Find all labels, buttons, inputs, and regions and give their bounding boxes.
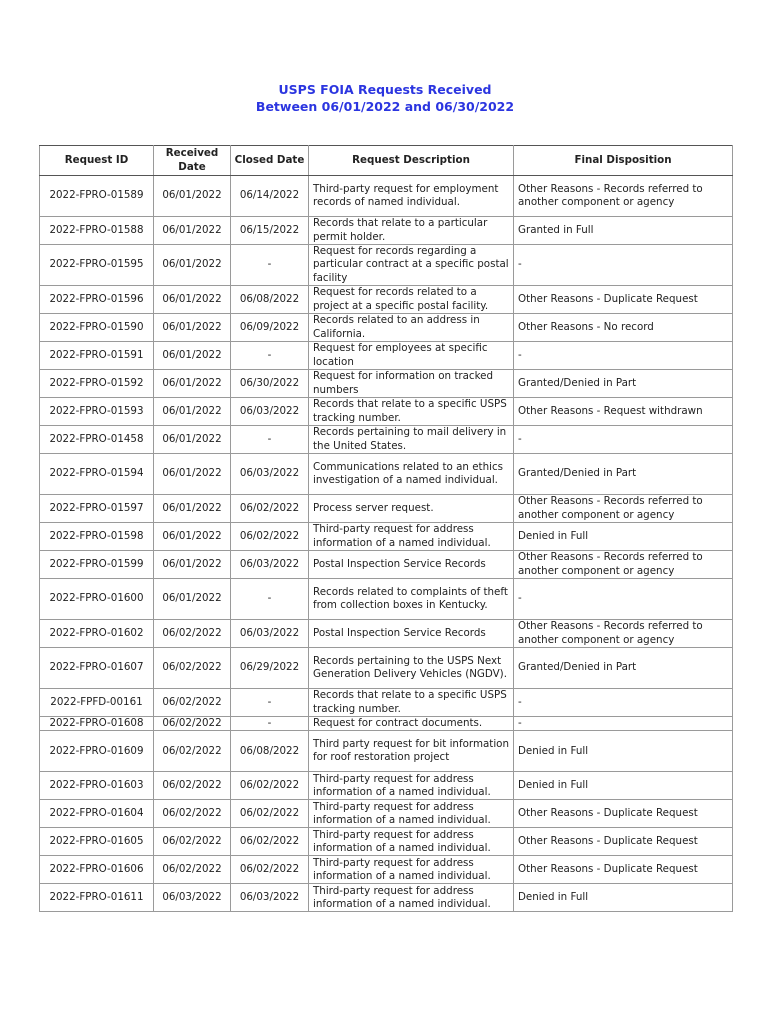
cell-received-date: 06/01/2022	[154, 176, 231, 217]
cell-request-id: 2022-FPRO-01589	[40, 176, 154, 217]
document-title	[0, 81, 770, 115]
cell-closed-date: 06/02/2022	[231, 772, 309, 800]
cell-final-disposition: Denied in Full	[514, 523, 733, 551]
cell-request-id: 2022-FPRO-01605	[40, 828, 154, 856]
cell-request-id: 2022-FPRO-01603	[40, 772, 154, 800]
cell-final-disposition: Granted/Denied in Part	[514, 370, 733, 398]
cell-request-id: 2022-FPRO-01611	[40, 884, 154, 912]
cell-received-date: 06/02/2022	[154, 689, 231, 717]
cell-received-date: 06/01/2022	[154, 370, 231, 398]
table-row	[40, 856, 733, 884]
cell-request-id: 2022-FPRO-01595	[40, 245, 154, 286]
cell-request-description: Request for records regarding a particular contract at a specific postal facility	[309, 245, 514, 286]
cell-closed-date: 06/15/2022	[231, 217, 309, 245]
title-line-2: Between 06/01/2022 and 06/30/2022	[255, 99, 515, 114]
cell-closed-date: 06/03/2022	[231, 551, 309, 579]
cell-request-id: 2022-FPRO-01598	[40, 523, 154, 551]
cell-request-description: Request for information on tracked numbers	[309, 370, 514, 398]
cell-request-id: 2022-FPRO-01600	[40, 579, 154, 620]
cell-request-id: 2022-FPFD-00161	[40, 689, 154, 717]
cell-received-date: 06/01/2022	[154, 523, 231, 551]
cell-received-date: 06/01/2022	[154, 454, 231, 495]
cell-received-date: 06/01/2022	[154, 495, 231, 523]
cell-request-id: 2022-FPRO-01588	[40, 217, 154, 245]
cell-received-date: 06/01/2022	[154, 551, 231, 579]
cell-request-description: Request for employees at specific location	[309, 342, 514, 370]
cell-final-disposition: Granted/Denied in Part	[514, 454, 733, 495]
cell-request-id: 2022-FPRO-01609	[40, 731, 154, 772]
cell-final-disposition: Other Reasons - Records referred to another component or agency	[514, 176, 733, 217]
header-final-disposition: Final Disposition	[514, 146, 733, 176]
cell-request-description: Process server request.	[309, 495, 514, 523]
cell-closed-date: 06/08/2022	[231, 286, 309, 314]
cell-request-id: 2022-FPRO-01597	[40, 495, 154, 523]
cell-final-disposition: Denied in Full	[514, 772, 733, 800]
cell-closed-date: 06/03/2022	[231, 620, 309, 648]
cell-final-disposition: Other Reasons - Records referred to another component or agency	[514, 620, 733, 648]
cell-request-description: Third-party request for address information of a named individual.	[309, 884, 514, 912]
cell-final-disposition: -	[514, 689, 733, 717]
cell-request-description: Request for contract documents.	[309, 717, 514, 731]
cell-closed-date: -	[231, 717, 309, 731]
table-row	[40, 342, 733, 370]
table-row	[40, 800, 733, 828]
table-row	[40, 495, 733, 523]
cell-request-id: 2022-FPRO-01604	[40, 800, 154, 828]
cell-closed-date: 06/03/2022	[231, 884, 309, 912]
cell-final-disposition: -	[514, 245, 733, 286]
cell-received-date: 06/01/2022	[154, 286, 231, 314]
cell-received-date: 06/02/2022	[154, 648, 231, 689]
table-row	[40, 828, 733, 856]
cell-closed-date: -	[231, 342, 309, 370]
cell-final-disposition: Denied in Full	[514, 731, 733, 772]
cell-request-description: Records pertaining to mail delivery in the United States.	[309, 426, 514, 454]
cell-request-description: Third-party request for address information of a named individual.	[309, 772, 514, 800]
table-row	[40, 286, 733, 314]
cell-request-description: Records that relate to a specific USPS tracking number.	[309, 689, 514, 717]
cell-request-id: 2022-FPRO-01608	[40, 717, 154, 731]
cell-request-id: 2022-FPRO-01458	[40, 426, 154, 454]
table-row	[40, 717, 733, 731]
title-line-1: USPS FOIA Requests Received	[278, 82, 492, 97]
cell-final-disposition: Other Reasons - Request withdrawn	[514, 398, 733, 426]
table-row	[40, 314, 733, 342]
cell-final-disposition: Other Reasons - Duplicate Request	[514, 828, 733, 856]
cell-request-description: Third-party request for address information of a named individual.	[309, 800, 514, 828]
header-request-id: Request ID	[40, 146, 154, 176]
cell-request-description: Third-party request for employment records of named individual.	[309, 176, 514, 217]
cell-received-date: 06/01/2022	[154, 426, 231, 454]
table-row	[40, 370, 733, 398]
cell-closed-date: -	[231, 245, 309, 286]
cell-closed-date: 06/03/2022	[231, 398, 309, 426]
cell-request-id: 2022-FPRO-01596	[40, 286, 154, 314]
table-row	[40, 551, 733, 579]
cell-closed-date: 06/09/2022	[231, 314, 309, 342]
cell-request-description: Third-party request for address information of a named individual.	[309, 856, 514, 884]
cell-closed-date: 06/03/2022	[231, 454, 309, 495]
cell-final-disposition: -	[514, 342, 733, 370]
cell-final-disposition: Granted/Denied in Part	[514, 648, 733, 689]
cell-closed-date: 06/02/2022	[231, 495, 309, 523]
cell-final-disposition: Other Reasons - Duplicate Request	[514, 856, 733, 884]
table-row	[40, 884, 733, 912]
table-row	[40, 772, 733, 800]
cell-request-id: 2022-FPRO-01593	[40, 398, 154, 426]
cell-final-disposition: Denied in Full	[514, 884, 733, 912]
header-request-description: Request Description	[309, 146, 514, 176]
cell-request-id: 2022-FPRO-01590	[40, 314, 154, 342]
table-row	[40, 426, 733, 454]
cell-received-date: 06/02/2022	[154, 731, 231, 772]
cell-closed-date: 06/02/2022	[231, 828, 309, 856]
cell-request-id: 2022-FPRO-01599	[40, 551, 154, 579]
header-received-date: Received Date	[154, 146, 231, 176]
table-row	[40, 689, 733, 717]
cell-request-description: Third-party request for address information of a named individual.	[309, 523, 514, 551]
cell-received-date: 06/01/2022	[154, 314, 231, 342]
cell-closed-date: 06/02/2022	[231, 800, 309, 828]
cell-request-description: Records that relate to a specific USPS tracking number.	[309, 398, 514, 426]
cell-request-id: 2022-FPRO-01606	[40, 856, 154, 884]
table-row	[40, 620, 733, 648]
table-body	[40, 176, 733, 912]
cell-request-description: Records that relate to a particular permit holder.	[309, 217, 514, 245]
cell-final-disposition: -	[514, 426, 733, 454]
cell-request-id: 2022-FPRO-01594	[40, 454, 154, 495]
cell-received-date: 06/01/2022	[154, 579, 231, 620]
cell-final-disposition: -	[514, 717, 733, 731]
cell-received-date: 06/01/2022	[154, 217, 231, 245]
cell-final-disposition: Other Reasons - Duplicate Request	[514, 286, 733, 314]
table-row	[40, 245, 733, 286]
table-row	[40, 398, 733, 426]
cell-received-date: 06/03/2022	[154, 884, 231, 912]
cell-request-id: 2022-FPRO-01607	[40, 648, 154, 689]
cell-final-disposition: Other Reasons - Records referred to another component or agency	[514, 551, 733, 579]
cell-received-date: 06/02/2022	[154, 620, 231, 648]
table-row	[40, 523, 733, 551]
cell-request-id: 2022-FPRO-01591	[40, 342, 154, 370]
cell-received-date: 06/01/2022	[154, 398, 231, 426]
table-header-row	[40, 146, 733, 176]
table-row	[40, 648, 733, 689]
table-row	[40, 217, 733, 245]
cell-final-disposition: Other Reasons - No record	[514, 314, 733, 342]
cell-received-date: 06/01/2022	[154, 342, 231, 370]
cell-received-date: 06/02/2022	[154, 772, 231, 800]
cell-request-description: Postal Inspection Service Records	[309, 551, 514, 579]
cell-request-description: Records pertaining to the USPS Next Generation Delivery Vehicles (NGDV).	[309, 648, 514, 689]
cell-closed-date: 06/14/2022	[231, 176, 309, 217]
cell-final-disposition: Other Reasons - Records referred to another component or agency	[514, 495, 733, 523]
cell-request-description: Records related to complaints of theft from collection boxes in Kentucky.	[309, 579, 514, 620]
cell-request-description: Third-party request for address information of a named individual.	[309, 828, 514, 856]
cell-closed-date: 06/29/2022	[231, 648, 309, 689]
cell-closed-date: 06/08/2022	[231, 731, 309, 772]
cell-request-description: Records related to an address in California.	[309, 314, 514, 342]
cell-request-description: Postal Inspection Service Records	[309, 620, 514, 648]
cell-closed-date: -	[231, 689, 309, 717]
foia-requests-table	[39, 145, 733, 912]
cell-received-date: 06/01/2022	[154, 245, 231, 286]
cell-request-id: 2022-FPRO-01592	[40, 370, 154, 398]
cell-closed-date: -	[231, 426, 309, 454]
cell-request-id: 2022-FPRO-01602	[40, 620, 154, 648]
cell-received-date: 06/02/2022	[154, 828, 231, 856]
cell-final-disposition: -	[514, 579, 733, 620]
cell-received-date: 06/02/2022	[154, 717, 231, 731]
cell-final-disposition: Granted in Full	[514, 217, 733, 245]
table-row	[40, 176, 733, 217]
table-row	[40, 579, 733, 620]
cell-received-date: 06/02/2022	[154, 856, 231, 884]
cell-closed-date: 06/02/2022	[231, 523, 309, 551]
cell-final-disposition: Other Reasons - Duplicate Request	[514, 800, 733, 828]
cell-received-date: 06/02/2022	[154, 800, 231, 828]
cell-closed-date: 06/30/2022	[231, 370, 309, 398]
cell-request-description: Communications related to an ethics investigation of a named individual.	[309, 454, 514, 495]
cell-closed-date: -	[231, 579, 309, 620]
table-row	[40, 731, 733, 772]
table-row	[40, 454, 733, 495]
cell-closed-date: 06/02/2022	[231, 856, 309, 884]
cell-request-description: Request for records related to a project at a specific postal facility.	[309, 286, 514, 314]
cell-request-description: Third party request for bit information for roof restoration project	[309, 731, 514, 772]
header-closed-date: Closed Date	[231, 146, 309, 176]
